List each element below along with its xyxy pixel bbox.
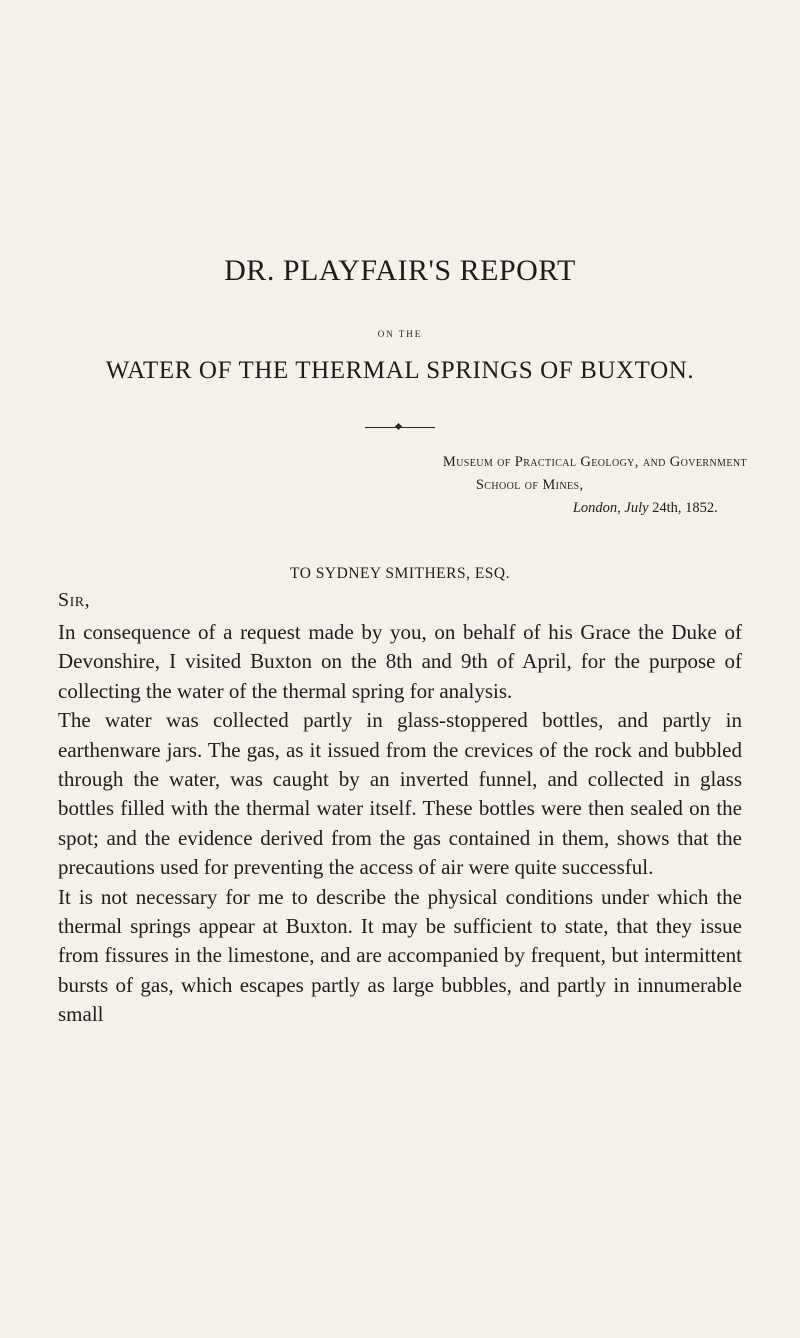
address-line-institution: Museum of Practical Geology, and Government: [442, 454, 747, 470]
body-paragraph: It is not necessary for me to describe the physical conditions under which the thermal springs appear at Buxton. It may be sufficient to state, that they issue from fissures in the limestone, and are accompanied by frequent, but intermittent bursts of gas, which escapes partly as large bubbles, and partly in innumerable small: [58, 884, 742, 1027]
letter-body: [58, 618, 742, 1030]
salutation: Sir,: [58, 589, 91, 611]
report-subtitle: WATER OF THE THERMAL SPRINGS OF BUXTON.: [105, 357, 695, 384]
sender-address: [443, 451, 747, 520]
diamond-ornament-icon: [395, 423, 402, 430]
address-place: London, July: [572, 500, 649, 516]
on-the-caption: ON THE: [377, 329, 423, 339]
address-line-date: [443, 497, 747, 520]
report-title: DR. PLAYFAIR'S REPORT: [224, 254, 576, 287]
body-paragraph: The water was collected partly in glass-stoppered bottles, and partly in earthenware jars. The gas, as it issued from the crevices of the rock and bubbled through the water, was caught by an inverted funnel, and collected in glass bottles filled with the thermal water itself. These bottles were then sealed on the spot; and the evidence derived from the gas contained in them, shows that the precautions used for preventing the access of air were quite successful.: [58, 708, 742, 880]
ornamental-divider: [365, 424, 435, 430]
address-line-school: School of Mines,: [475, 477, 584, 493]
addressee-line: TO SYDNEY SMITHERS, ESQ.: [290, 565, 510, 582]
body-paragraph: In consequence of a request made by you, on behalf of his Grace the Duke of Devonshire, I visited Buxton on the 8th and 9th of April, for the purpose of collecting the water of the thermal spring for analysis.: [58, 620, 742, 703]
address-date: 24th, 1852.: [652, 500, 718, 516]
